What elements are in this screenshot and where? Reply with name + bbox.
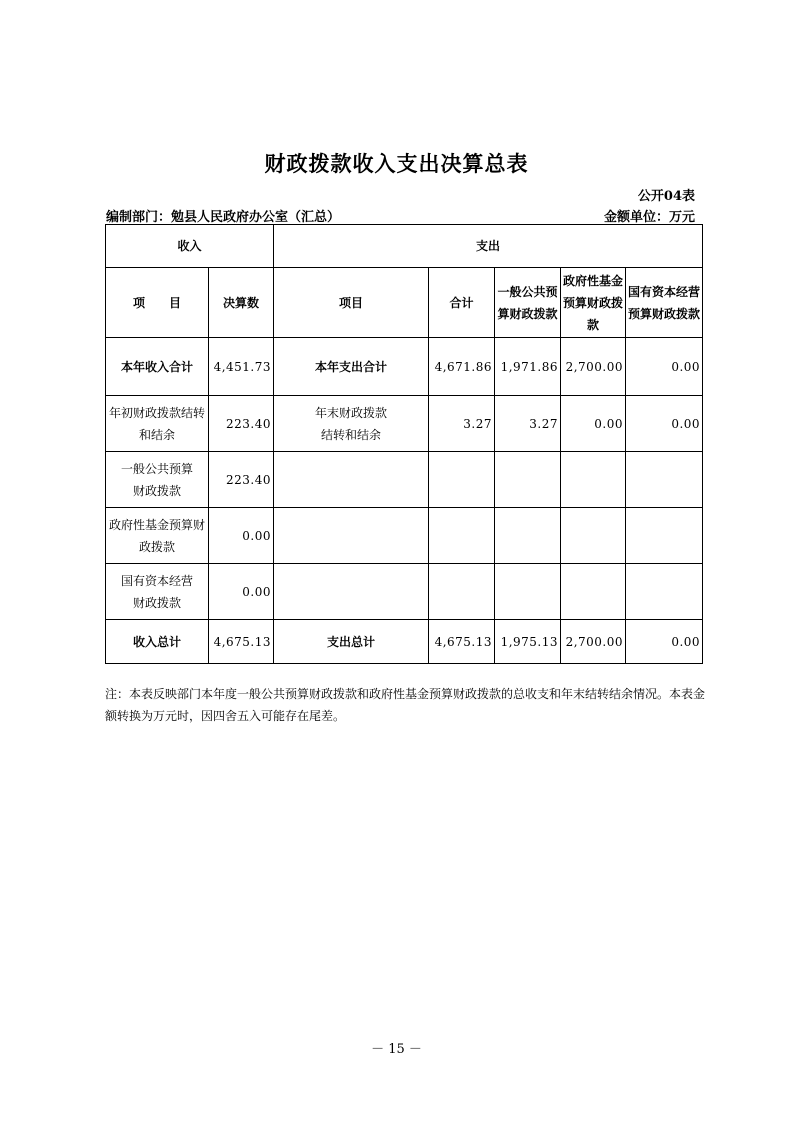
empty-cell bbox=[274, 508, 429, 564]
header-final-amount: 决算数 bbox=[209, 268, 274, 338]
amount-unit: 金额单位：万元 bbox=[603, 210, 695, 225]
row-state: 0.00 bbox=[626, 620, 703, 664]
row-total: 4,671.86 bbox=[429, 338, 495, 396]
header-row-2 bbox=[106, 268, 703, 338]
footnote: 注：本表反映部门本年度一般公共预算财政拨款和政府性基金预算财政拨款的总收支和年末结转结余情况。本表金额转换为万元时，因四舍五入可能存在尾差。 bbox=[105, 687, 706, 723]
empty-cell bbox=[429, 564, 495, 620]
table-row bbox=[106, 620, 703, 664]
table-row bbox=[106, 564, 703, 620]
empty-cell bbox=[561, 564, 626, 620]
row-total: 4,675.13 bbox=[429, 620, 495, 664]
header-gov-fund: 政府性基金预算财政拨款 bbox=[561, 268, 626, 338]
row-label: 支出总计 bbox=[274, 620, 429, 664]
table-row bbox=[106, 508, 703, 564]
page-number: － 15 － bbox=[371, 1042, 422, 1057]
table-row bbox=[106, 338, 703, 396]
row-gov-fund: 2,700.00 bbox=[561, 620, 626, 664]
empty-cell bbox=[626, 452, 703, 508]
row-label: 本年收入合计 bbox=[106, 338, 209, 396]
row-general: 3.27 bbox=[495, 396, 561, 452]
header-row-1 bbox=[106, 225, 703, 268]
row-label: 收入总计 bbox=[106, 620, 209, 664]
row-general: 1,971.86 bbox=[495, 338, 561, 396]
empty-cell bbox=[495, 508, 561, 564]
empty-cell bbox=[274, 564, 429, 620]
row-value: 4,451.73 bbox=[209, 338, 274, 396]
row-gov-fund: 0.00 bbox=[561, 396, 626, 452]
empty-cell bbox=[429, 508, 495, 564]
row-value: 223.40 bbox=[209, 396, 274, 452]
header-income: 收入 bbox=[106, 225, 274, 268]
row-label: 年末财政拨款结转和结余 bbox=[274, 396, 429, 452]
row-label: 年初财政拨款结转和结余 bbox=[106, 396, 209, 452]
empty-cell bbox=[495, 452, 561, 508]
header-expense-item: 项目 bbox=[274, 268, 429, 338]
row-label: 政府性基金预算财政拨款 bbox=[106, 508, 209, 564]
row-value: 0.00 bbox=[209, 564, 274, 620]
header-income-item: 项 目 bbox=[106, 268, 209, 338]
row-total: 3.27 bbox=[429, 396, 495, 452]
table-row bbox=[106, 396, 703, 452]
row-state: 0.00 bbox=[626, 396, 703, 452]
row-label: 一般公共预算财政拨款 bbox=[106, 452, 209, 508]
row-state: 0.00 bbox=[626, 338, 703, 396]
compiling-department: 编制部门：勉县人民政府办公室（汇总） bbox=[106, 210, 341, 225]
page-title: 财政拨款收入支出决算总表 bbox=[264, 151, 529, 176]
row-label: 本年支出合计 bbox=[274, 338, 429, 396]
table-row bbox=[106, 452, 703, 508]
empty-cell bbox=[626, 564, 703, 620]
header-general-budget: 一般公共预算财政拨款 bbox=[495, 268, 561, 338]
form-number: 公开04表 bbox=[637, 189, 695, 204]
empty-cell bbox=[274, 452, 429, 508]
header-total: 合计 bbox=[429, 268, 495, 338]
empty-cell bbox=[561, 508, 626, 564]
row-value: 4,675.13 bbox=[209, 620, 274, 664]
empty-cell bbox=[429, 452, 495, 508]
header-state-capital: 国有资本经营预算财政拨款 bbox=[626, 268, 703, 338]
row-gov-fund: 2,700.00 bbox=[561, 338, 626, 396]
empty-cell bbox=[495, 564, 561, 620]
empty-cell bbox=[561, 452, 626, 508]
header-expense: 支出 bbox=[274, 225, 703, 268]
empty-cell bbox=[626, 508, 703, 564]
row-general: 1,975.13 bbox=[495, 620, 561, 664]
row-value: 223.40 bbox=[209, 452, 274, 508]
row-label: 国有资本经营财政拨款 bbox=[106, 564, 209, 620]
row-value: 0.00 bbox=[209, 508, 274, 564]
budget-table bbox=[105, 224, 703, 664]
